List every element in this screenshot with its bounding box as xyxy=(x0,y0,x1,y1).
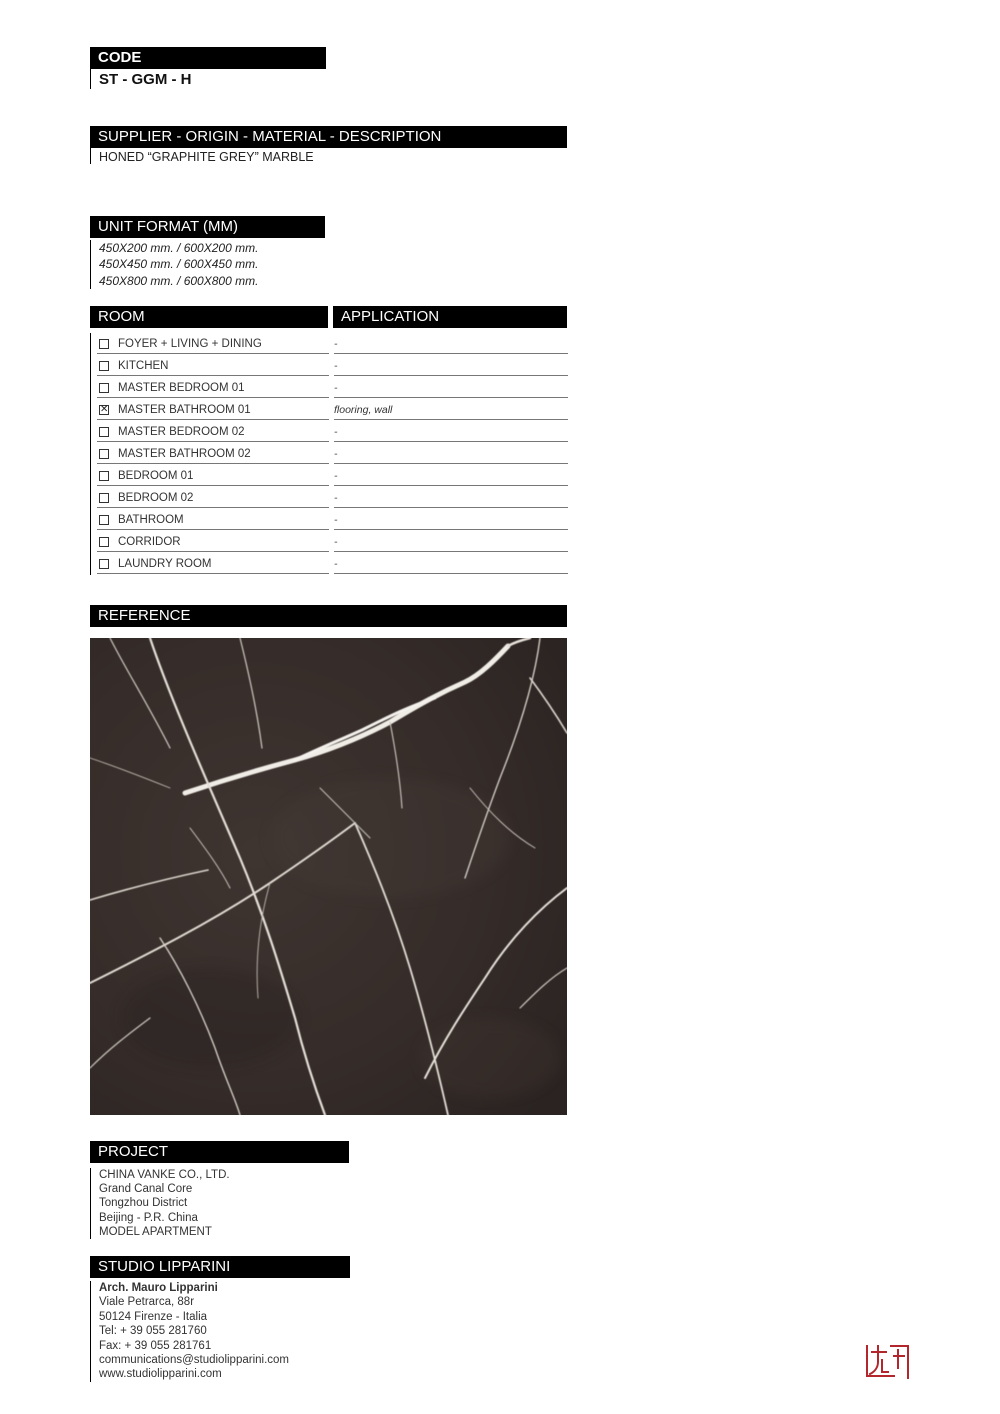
application-cell: - xyxy=(334,465,568,486)
unit-format-line: 450X200 mm. / 600X200 mm. xyxy=(99,241,259,255)
marble-reference-image xyxy=(90,638,567,1115)
room-name: BATHROOM xyxy=(118,514,184,526)
checkbox[interactable] xyxy=(99,449,109,459)
room-row xyxy=(91,399,567,421)
unit-format-line: 450X800 mm. / 600X800 mm. xyxy=(99,273,259,288)
room-row xyxy=(91,465,567,487)
application-cell: - xyxy=(334,421,568,442)
project-line: Grand Canal Core xyxy=(99,1183,193,1196)
unit-format-heading: UNIT FORMAT (MM) xyxy=(90,216,325,238)
application-cell: - xyxy=(334,487,568,508)
room-cell xyxy=(97,487,329,508)
checkbox[interactable] xyxy=(99,471,109,481)
room-cell xyxy=(97,531,329,552)
room-heading: ROOM xyxy=(90,306,328,328)
checkbox[interactable] xyxy=(99,559,109,569)
checkbox[interactable] xyxy=(99,515,109,525)
studio-phone: Tel: + 39 055 281760 xyxy=(99,1325,207,1338)
room-row xyxy=(91,443,567,465)
application-cell: flooring, wall xyxy=(334,399,568,420)
room-cell xyxy=(97,509,329,530)
room-row xyxy=(91,355,567,377)
room-name: BEDROOM 01 xyxy=(118,470,194,482)
room-row xyxy=(91,333,567,355)
application-cell: - xyxy=(334,377,568,398)
room-name: MASTER BEDROOM 02 xyxy=(118,426,245,438)
room-name: KITCHEN xyxy=(118,360,169,372)
room-cell xyxy=(97,443,329,464)
project-line: MODEL APARTMENT xyxy=(99,1225,212,1238)
application-cell: - xyxy=(334,509,568,530)
room-name: MASTER BATHROOM 01 xyxy=(118,404,251,416)
room-row xyxy=(91,509,567,531)
room-cell xyxy=(97,465,329,486)
application-cell: - xyxy=(334,355,568,376)
project-line: Tongzhou District xyxy=(99,1197,188,1210)
studio-details xyxy=(90,1281,289,1382)
studio-fax: Fax: + 39 055 281761 xyxy=(99,1339,212,1352)
checkbox[interactable] xyxy=(99,383,109,393)
room-application-table xyxy=(90,333,567,575)
room-cell xyxy=(97,553,329,574)
room-cell xyxy=(97,355,329,376)
studio-heading: STUDIO LIPPARINI xyxy=(90,1256,350,1278)
application-cell: - xyxy=(334,333,568,354)
application-heading: APPLICATION xyxy=(333,306,567,328)
checkbox[interactable] xyxy=(99,537,109,547)
studio-address-line: 50124 Firenze - Italia xyxy=(99,1310,208,1323)
checked-checkbox[interactable]: ✕ xyxy=(100,404,109,415)
room-name: MASTER BEDROOM 01 xyxy=(118,382,245,394)
application-cell: - xyxy=(334,553,568,574)
description-value: HONED “GRAPHITE GREY” MARBLE xyxy=(90,148,314,164)
project-line: CHINA VANKE CO., LTD. xyxy=(99,1169,230,1181)
room-cell xyxy=(97,421,329,442)
studio-architect: Arch. Mauro Lipparini xyxy=(99,1282,218,1294)
studio-seal-logo xyxy=(864,1340,912,1382)
room-cell xyxy=(97,377,329,398)
room-name: CORRIDOR xyxy=(118,536,181,548)
checkbox[interactable] xyxy=(99,427,109,437)
studio-address-line: Viale Petrarca, 88r xyxy=(99,1296,195,1309)
checkbox[interactable] xyxy=(99,339,109,349)
studio-email-link[interactable]: communications@studiolipparini.com xyxy=(99,1354,290,1367)
unit-format-list xyxy=(90,240,258,289)
project-line: Beijing - P.R. China xyxy=(99,1211,198,1224)
description-heading: SUPPLIER - ORIGIN - MATERIAL - DESCRIPTION xyxy=(90,126,567,148)
studio-website-link[interactable]: www.studiolipparini.com xyxy=(99,1368,222,1381)
room-row xyxy=(91,553,567,575)
unit-format-line: 450X450 mm. / 600X450 mm. xyxy=(99,257,259,272)
reference-heading: REFERENCE xyxy=(90,605,567,627)
checkbox[interactable] xyxy=(99,493,109,503)
room-name: LAUNDRY ROOM xyxy=(118,558,212,570)
room-name: FOYER + LIVING + DINING xyxy=(118,338,262,350)
project-details xyxy=(90,1168,230,1239)
code-heading: CODE xyxy=(90,47,326,69)
room-name: BEDROOM 02 xyxy=(118,492,194,504)
room-row xyxy=(91,377,567,399)
room-name: MASTER BATHROOM 02 xyxy=(118,448,251,460)
room-cell xyxy=(97,333,329,354)
room-row xyxy=(91,487,567,509)
application-cell: - xyxy=(334,443,568,464)
project-heading: PROJECT xyxy=(90,1141,349,1163)
code-value: ST - GGM - H xyxy=(90,69,192,89)
room-row xyxy=(91,421,567,443)
checkbox[interactable] xyxy=(99,361,109,371)
room-row xyxy=(91,531,567,553)
room-cell xyxy=(97,399,329,420)
application-cell: - xyxy=(334,531,568,552)
